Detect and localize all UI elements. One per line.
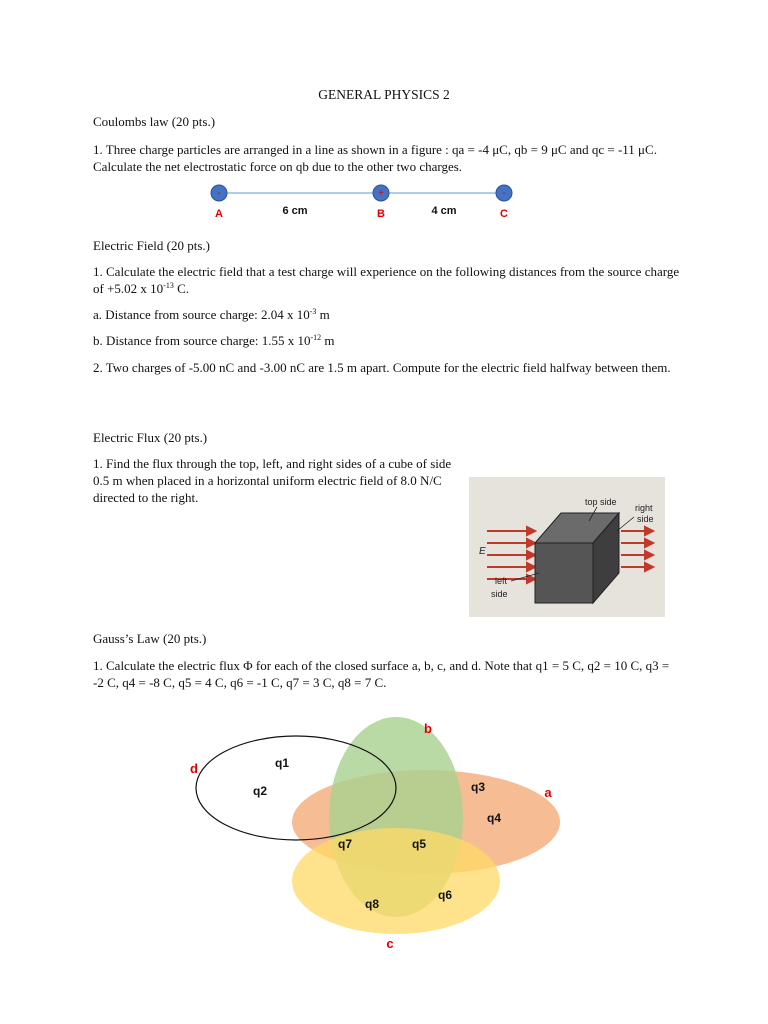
flux-question-1: 1. Find the flux through the top, left, and right sides of a cube of side 0.5 m when placed in a horizontal uniform electric field of 8.0 N/C directed to the right. <box>93 456 452 505</box>
charge-b <box>373 185 389 220</box>
field-part-b <box>93 332 683 349</box>
field-part-b-text: b. Distance from source charge: 1.55 x 10 <box>93 333 311 348</box>
field-part-b-exponent: -12 <box>310 333 322 342</box>
right-side-label-1: right <box>635 503 653 513</box>
field-question-2: 2. Two charges of -5.00 nC and -3.00 nC are 1.5 m apart. Compute for the electric field halfway between them. <box>93 360 671 375</box>
charge-b-sign: + <box>378 188 384 199</box>
left-side-label-1: left <box>495 576 508 586</box>
field-part-a-text: a. Distance from source charge: 2.04 x 10 <box>93 307 310 322</box>
distance-bc: 4 cm <box>431 205 457 217</box>
document-title: GENERAL PHYSICS 2 <box>318 87 450 102</box>
field-part-a <box>93 306 683 323</box>
surface-a-label: a <box>544 785 552 800</box>
field-label-e: E <box>479 546 486 557</box>
surface-c-label: c <box>386 936 394 951</box>
coulomb-question-1: 1. Three charge particles are arranged in a line as shown in a figure : qa = -4 μC, qb = 9 μC and qc = -11 μC. Calculate the net electrostatic force on qb due to the other two charges. <box>93 142 657 174</box>
left-side-label-2: side <box>491 589 508 599</box>
field-question-1-exponent: -13 <box>163 281 174 290</box>
right-side-label-2: side <box>637 514 654 524</box>
charge-q2: q2 <box>252 784 268 798</box>
charge-q8: q8 <box>364 897 380 911</box>
gauss-figure <box>180 715 580 960</box>
charge-b-label: B <box>377 208 385 220</box>
section-heading-flux: Electric Flux (20 pts.) <box>93 430 208 445</box>
cube-figure <box>469 477 665 617</box>
field-part-a-unit: m <box>316 307 330 322</box>
section-heading-coulomb: Coulombs law (20 pts.) <box>93 114 216 129</box>
field-question-1 <box>93 263 683 297</box>
charge-q3: q3 <box>470 780 486 794</box>
charge-a-label: A <box>215 208 223 220</box>
top-side-label: top side <box>585 497 617 507</box>
charge-q1: q1 <box>274 756 290 770</box>
field-question-1-text: 1. Calculate the electric field that a test charge will experience on the following distances from the source charge of +5.02 x 10 <box>93 264 680 296</box>
charge-q6: q6 <box>437 888 453 902</box>
charge-c-sign: - <box>502 188 506 199</box>
coulomb-figure <box>195 180 525 225</box>
surface-d-label: d <box>190 761 198 776</box>
charge-c <box>496 185 512 220</box>
field-part-a-exponent: -3 <box>309 307 317 316</box>
charge-q5: q5 <box>411 837 427 851</box>
charge-a <box>211 185 227 220</box>
field-part-b-unit: m <box>321 333 335 348</box>
surface-c <box>292 828 500 934</box>
charge-q7: q7 <box>337 837 353 851</box>
section-heading-field: Electric Field (20 pts.) <box>93 238 210 253</box>
distance-ab: 6 cm <box>282 205 308 217</box>
surface-b-label: b <box>424 721 432 736</box>
field-question-1-unit: C. <box>173 281 190 296</box>
section-heading-gauss: Gauss’s Law (20 pts.) <box>93 631 207 646</box>
charge-q4: q4 <box>486 811 502 825</box>
gauss-question-1: 1. Calculate the electric flux Φ for each of the closed surface a, b, c, and d. Note that q1 = 5 C, q2 = 10 C, q3 = -2 C, q4 = -8 C, q5 = 4 C, q6 = -1 C, q7 = 3 C, q8 = 7 C. <box>93 658 670 690</box>
charge-a-sign: - <box>217 188 221 199</box>
charge-c-label: C <box>500 208 508 220</box>
